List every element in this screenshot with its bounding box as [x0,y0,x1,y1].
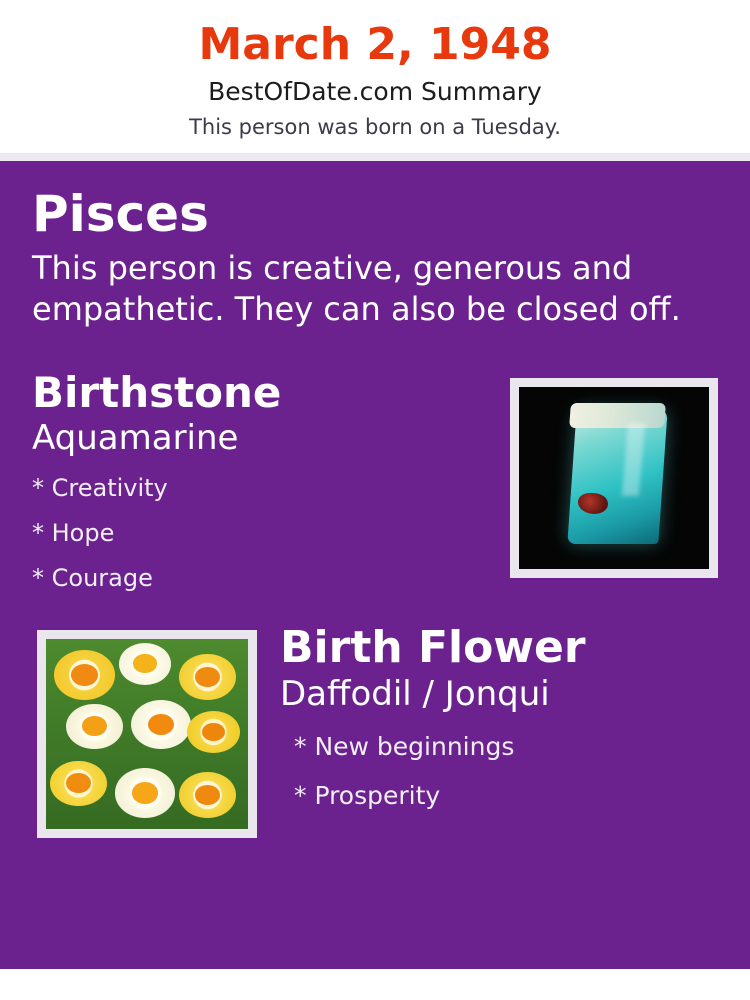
zodiac-description: This person is creative, generous and empathetic. They can also be closed off. [32,249,681,329]
birth-flower-text [280,621,718,812]
birth-flower-trait: * New beginnings [294,732,515,762]
header [0,0,750,153]
birth-flower-section [32,621,718,844]
birthstone-text [32,367,462,595]
aquamarine-photo-inner [519,387,709,569]
born-day-note: This person was born on a Tuesday. [189,114,561,139]
flower-shape [50,761,107,807]
aquamarine-photo [510,378,718,578]
flower-shape [115,768,176,817]
birth-flower-name: Daffodil / Jonqui [280,674,550,715]
birthstone-name: Aquamarine [32,418,239,459]
page-title: March 2, 1948 [198,19,552,70]
gem-top-shape [569,403,666,428]
header-divider [0,153,750,161]
birth-flower-trait: * Prosperity [294,780,441,810]
zodiac-sign-name: Pisces [32,185,209,244]
flower-shape [187,711,240,753]
birthstone-trait: * Courage [32,564,153,593]
daffodil-photo-inner [46,639,248,829]
birthstone-trait: * Hope [32,519,115,548]
birthstone-title: Birthstone [32,367,282,417]
flower-shape [66,704,123,750]
site-summary-label: BestOfDate.com Summary [208,77,542,107]
birthstone-trait: * Creativity [32,473,168,502]
birth-flower-title: Birth Flower [280,621,586,673]
daffodil-photo [37,630,257,838]
birthstone-section [32,367,718,600]
main-panel [0,161,750,969]
gem-body-shape [567,409,668,544]
flower-shape [119,643,172,685]
flower-shape [179,654,236,700]
flower-shape [179,772,236,818]
flower-shape [54,650,115,699]
flower-shape [131,700,192,749]
